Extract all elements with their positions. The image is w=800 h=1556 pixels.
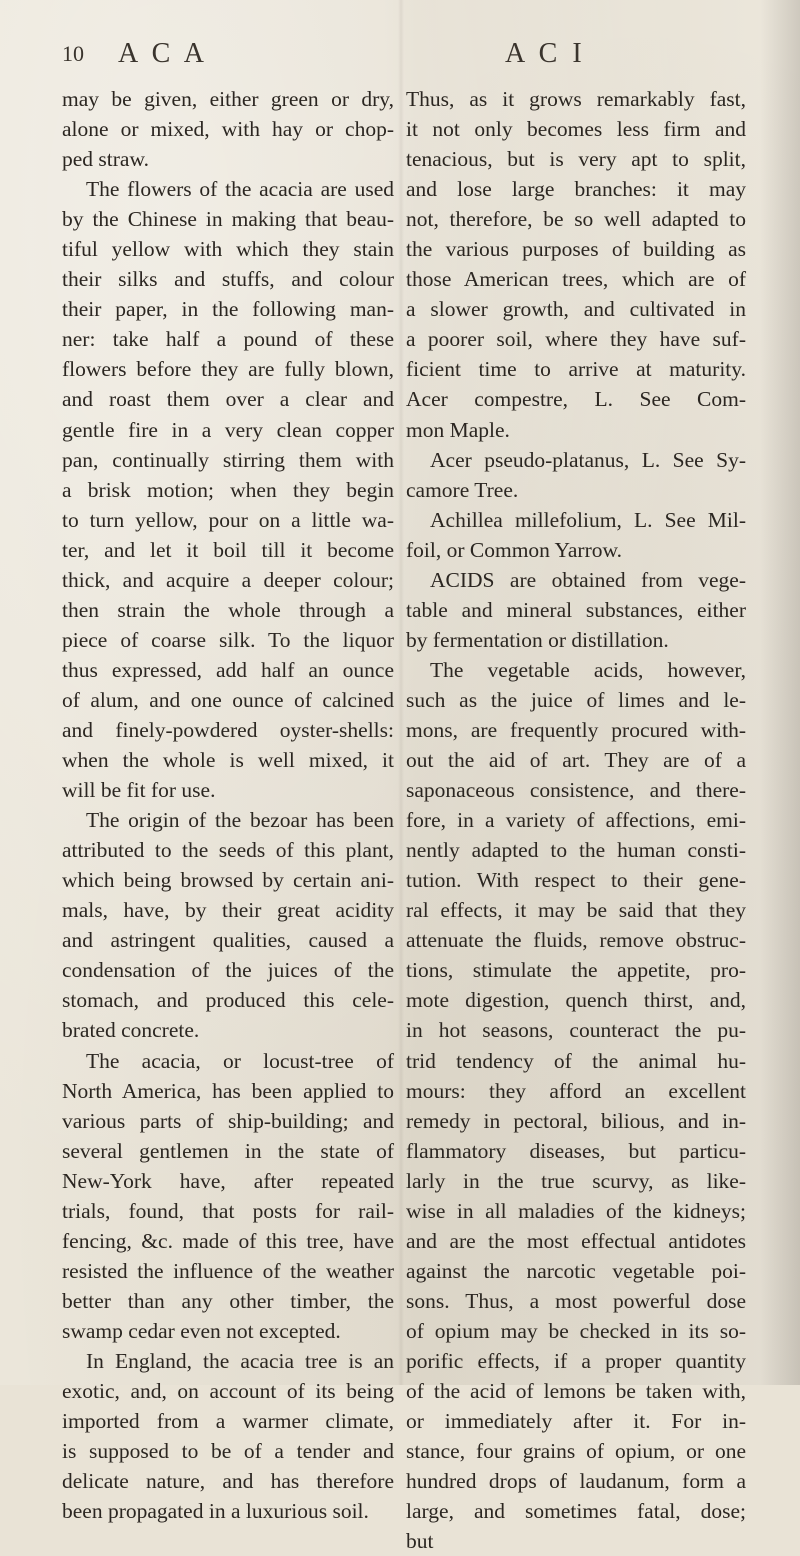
- right-text-column: [406, 84, 746, 1556]
- left-column-text-line: by the Chinese in making that beau-: [62, 207, 394, 232]
- right-column-text-line: those American trees, which are of: [406, 267, 746, 292]
- left-column-text-line: several gentlemen in the state of: [62, 1138, 394, 1163]
- right-column-text-line: remedy in pectoral, bilious, and in-: [406, 1108, 746, 1133]
- left-column-text-line: The flowers of the acacia are used: [86, 177, 394, 202]
- left-column-text-line: when the whole is well mixed, it: [62, 748, 394, 773]
- right-column-text-line: camore Tree.: [406, 477, 519, 502]
- left-column-text-line: attributed to the seeds of this plant,: [62, 838, 394, 863]
- right-column-text-line: flammatory diseases, but particu-: [406, 1138, 746, 1163]
- left-column-text-line: which being browsed by certain ani-: [62, 868, 394, 893]
- right-column-text-line: tution. With respect to their gene-: [406, 868, 746, 893]
- right-column-text-line: stance, four grains of opium, or one: [406, 1439, 746, 1464]
- right-column-text-line: in hot seasons, counteract the pu-: [406, 1018, 746, 1043]
- right-column-text-line: mote digestion, quench thirst, and,: [406, 988, 746, 1013]
- left-column-text-line: of alum, and one ounce of calcined: [62, 687, 394, 712]
- right-column-text-line: nently adapted to the human consti-: [406, 838, 746, 863]
- left-column-text-line: flowers before they are fully blown,: [62, 357, 394, 382]
- right-running-head: A C I: [505, 38, 586, 69]
- right-column-text-line: porific effects, if a proper quantity: [406, 1348, 746, 1373]
- right-column-text-line: attenuate the fluids, remove obstruc-: [406, 928, 746, 953]
- right-column-text-line: the various purposes of building as: [406, 237, 746, 262]
- left-column-text-line: ner: take half a pound of these: [62, 327, 394, 352]
- right-column-text-line: wise in all maladies of the kidneys;: [406, 1198, 746, 1223]
- left-column-text-line: is supposed to be of a tender and: [62, 1439, 394, 1464]
- left-page-header: [62, 34, 392, 74]
- right-column-text-line: Thus, as it grows remarkably fast,: [406, 87, 746, 111]
- right-column-text-line: The vegetable acids, however,: [430, 657, 746, 682]
- left-column-text-line: their silks and stuffs, and colour: [62, 267, 394, 292]
- right-column-text-line: Acer pseudo-platanus, L. See Sy-: [430, 447, 746, 472]
- right-column-text-line: table and mineral substances, either: [406, 597, 746, 622]
- left-column-text-line: ped straw.: [62, 147, 149, 172]
- right-column-text-line: and are the most effectual antidotes: [406, 1228, 746, 1253]
- right-column-text-line: trid tendency of the animal hu-: [406, 1048, 746, 1073]
- left-column-text-line: tiful yellow with which they stain: [62, 237, 394, 262]
- right-column-text-line: of opium may be checked in its so-: [406, 1318, 746, 1343]
- right-column-text-line: hundred drops of laudanum, form a: [406, 1469, 746, 1494]
- page-edge-shadow: [760, 0, 800, 1385]
- right-column-text-line: saponaceous consistence, and there-: [406, 778, 746, 803]
- right-column-text-line: sons. Thus, a most powerful dose: [406, 1288, 746, 1313]
- right-column-text-line: mons, are frequently procured with-: [406, 717, 746, 742]
- right-column-text-line: out the aid of art. They are of a: [406, 748, 746, 773]
- left-column-text-line: thus expressed, add half an ounce: [62, 657, 394, 682]
- left-column-text-line: a brisk motion; when they begin: [62, 477, 394, 502]
- left-column-text-line: then strain the whole through a: [62, 597, 394, 622]
- right-column-text-line: not, therefore, be so well adapted to: [406, 207, 746, 232]
- right-column-text-line: mon Maple.: [406, 417, 510, 442]
- left-column-text-line: The acacia, or locust-tree of: [86, 1048, 394, 1073]
- left-column-text-line: exotic, and, on account of its being: [62, 1379, 394, 1404]
- right-column-text-line: or immediately after it. For in-: [406, 1409, 746, 1434]
- right-column-text-line: fore, in a variety of affections, emi-: [406, 808, 746, 833]
- left-text-column: [62, 84, 394, 1526]
- left-column-text-line: fencing, &c. made of this tree, have: [62, 1228, 394, 1253]
- right-column-text-line: and lose large branches: it may: [406, 177, 746, 202]
- left-column-text-line: New-York have, after repeated: [62, 1168, 394, 1193]
- right-column-text-line: Achillea millefolium, L. See Mil-: [430, 507, 746, 532]
- right-column-text-line: tions, stimulate the appetite, pro-: [406, 958, 746, 983]
- right-column-text-line: mours: they afford an excellent: [406, 1078, 746, 1103]
- left-column-text-line: mals, have, by their great acidity: [62, 898, 394, 923]
- right-column-text-line: large, and sometimes fatal, dose;: [406, 1499, 746, 1524]
- left-column-text-line: brated concrete.: [62, 1018, 200, 1043]
- left-column-text-line: stomach, and produced this cele-: [62, 988, 394, 1013]
- left-column-text-line: North America, has been applied to: [62, 1078, 394, 1103]
- left-column-text-line: will be fit for use.: [62, 778, 216, 803]
- left-column-text-line: to turn yellow, pour on a little wa-: [62, 507, 394, 532]
- right-column-text-line: ACIDS are obtained from vege-: [430, 567, 746, 592]
- left-column-text-line: better than any other timber, the: [62, 1288, 394, 1313]
- left-column-text-line: their paper, in the following man-: [62, 297, 394, 322]
- left-column-text-line: delicate nature, and has therefore: [62, 1469, 394, 1494]
- right-column-text-line: Acer compestre, L. See Com-: [406, 387, 746, 412]
- right-column-text-line: ral effects, it may be said that they: [406, 898, 746, 923]
- column-gutter-shadow: [398, 0, 404, 1385]
- right-column-text-line: of the acid of lemons be taken with,: [406, 1379, 746, 1404]
- right-column-text-line: but: [406, 1529, 434, 1554]
- left-column-text-line: The origin of the bezoar has been: [86, 808, 394, 833]
- left-column-text-line: ter, and let it boil till it become: [62, 537, 394, 562]
- right-column-text-line: such as the juice of limes and le-: [406, 687, 746, 712]
- left-column-text-line: and roast them over a clear and: [62, 387, 394, 412]
- left-column-text-line: pan, continually stirring them with: [62, 447, 394, 472]
- left-column-text-line: alone or mixed, with hay or chop-: [62, 117, 394, 142]
- right-column-text-line: it not only becomes less firm and: [406, 117, 746, 142]
- right-column-text-line: foil, or Common Yarrow.: [406, 537, 622, 562]
- left-column-text-line: may be given, either green or dry,: [62, 87, 394, 111]
- left-column-text-line: and astringent qualities, caused a: [62, 928, 394, 953]
- left-column-text-line: thick, and acquire a deeper colour;: [62, 567, 394, 592]
- left-column-text-line: been propagated in a luxurious soil.: [62, 1499, 369, 1524]
- left-column-text-line: various parts of ship-building; and: [62, 1108, 394, 1133]
- left-running-head: A C A: [118, 38, 209, 69]
- right-column-text-line: larly in the true scurvy, as like-: [406, 1168, 746, 1193]
- right-column-text-line: tenacious, but is very apt to split,: [406, 147, 746, 172]
- left-column-text-line: piece of coarse silk. To the liquor: [62, 627, 394, 652]
- left-column-text-line: swamp cedar even not excepted.: [62, 1318, 341, 1343]
- left-column-text-line: and finely-powdered oyster-shells:: [62, 717, 394, 742]
- right-column-text-line: against the narcotic vegetable poi-: [406, 1258, 746, 1283]
- left-column-text-line: gentle fire in a very clean copper: [62, 417, 394, 442]
- right-column-text-line: a slower growth, and cultivated in: [406, 297, 746, 322]
- right-column-text-line: by fermentation or distillation.: [406, 627, 669, 652]
- page-number: 10: [62, 41, 84, 66]
- right-column-text-line: a poorer soil, where they have suf-: [406, 327, 746, 352]
- left-column-text-line: imported from a warmer climate,: [62, 1409, 394, 1434]
- left-column-text-line: condensation of the juices of the: [62, 958, 394, 983]
- left-column-text-line: trials, found, that posts for rail-: [62, 1198, 394, 1223]
- left-column-text-line: resisted the influence of the weather: [62, 1258, 394, 1283]
- right-page-header: [505, 34, 705, 74]
- right-column-text-line: ficient time to arrive at maturity.: [406, 357, 746, 382]
- left-column-text-line: In England, the acacia tree is an: [86, 1348, 394, 1373]
